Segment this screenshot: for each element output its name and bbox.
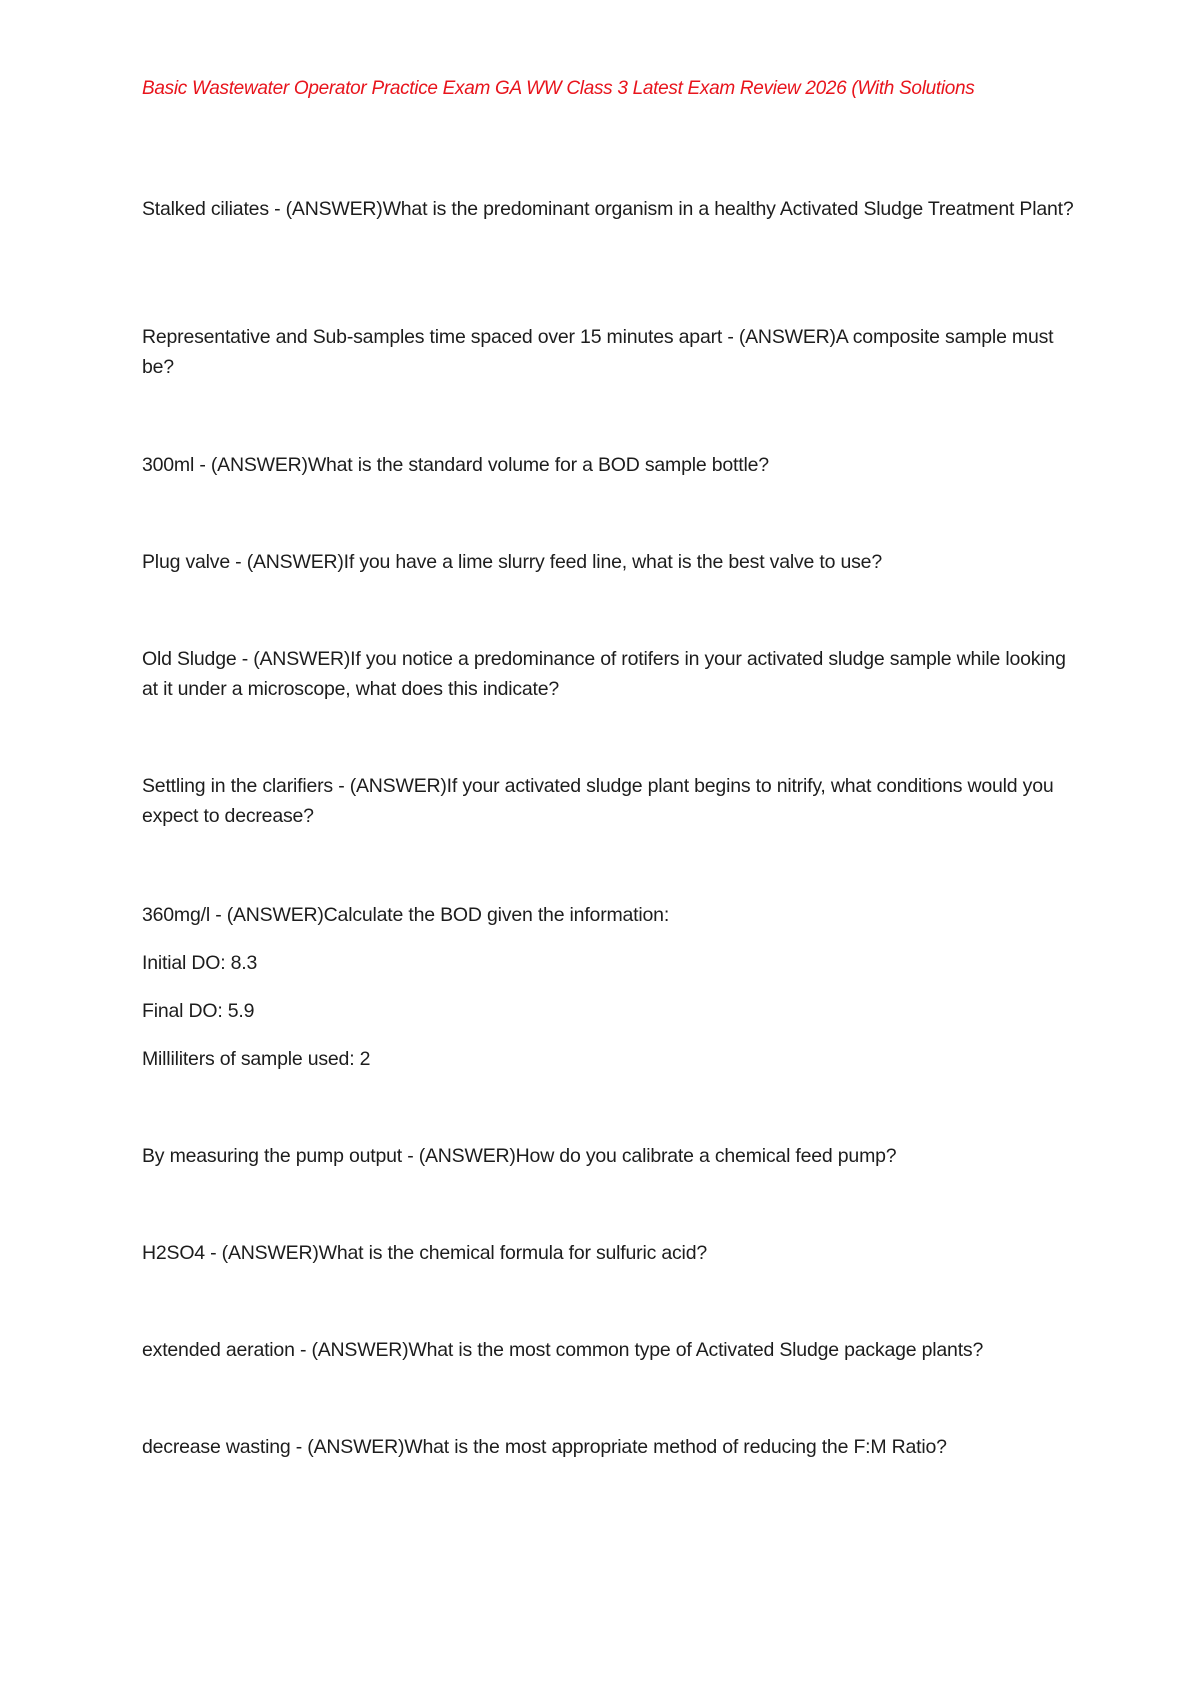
qa-item-2	[142, 322, 1082, 382]
qa-item-10	[142, 1335, 1082, 1365]
qa-text: Old Sludge - (ANSWER)If you notice a predominance of rotifers in your activated sludge sample while looking at it under a microscope, what does this indicate?	[142, 648, 1066, 700]
qa-item-7	[142, 900, 1082, 1074]
qa-text: Representative and Sub-samples time spaced over 15 minutes apart - (ANSWER)A composite sample must be?	[142, 326, 1054, 378]
qa-item-9	[142, 1238, 1082, 1268]
qa-detail-final-do: Final DO: 5.9	[142, 1000, 255, 1022]
qa-detail-sample-volume: Milliliters of sample used: 2	[142, 1048, 371, 1070]
qa-text: decrease wasting - (ANSWER)What is the most appropriate method of reducing the F:M Ratio?	[142, 1436, 947, 1458]
document-title: Basic Wastewater Operator Practice Exam GA WW Class 3 Latest Exam Review 2026 (With Solutions	[142, 78, 975, 99]
qa-text: 360mg/l - (ANSWER)Calculate the BOD given the information:	[142, 904, 670, 926]
qa-text: Stalked ciliates - (ANSWER)What is the predominant organism in a healthy Activated Sludge Treatment Plant?	[142, 198, 1074, 220]
qa-text: Settling in the clarifiers - (ANSWER)If your activated sludge plant begins to nitrify, what conditions would you expect to decrease?	[142, 775, 1054, 827]
qa-text: extended aeration - (ANSWER)What is the most common type of Activated Sludge package plants?	[142, 1339, 984, 1361]
qa-text: By measuring the pump output - (ANSWER)How do you calibrate a chemical feed pump?	[142, 1145, 897, 1167]
qa-item-4	[142, 547, 1082, 577]
qa-detail-initial-do: Initial DO: 8.3	[142, 952, 258, 974]
qa-item-8	[142, 1141, 1082, 1171]
qa-text: 300ml - (ANSWER)What is the standard volume for a BOD sample bottle?	[142, 454, 769, 476]
qa-text: H2SO4 - (ANSWER)What is the chemical formula for sulfuric acid?	[142, 1242, 707, 1264]
qa-item-11	[142, 1432, 1082, 1462]
qa-item-5	[142, 644, 1082, 704]
qa-item-3	[142, 450, 1082, 480]
qa-item-1	[142, 194, 1082, 224]
qa-item-6	[142, 771, 1082, 831]
qa-text: Plug valve - (ANSWER)If you have a lime slurry feed line, what is the best valve to use?	[142, 551, 882, 573]
